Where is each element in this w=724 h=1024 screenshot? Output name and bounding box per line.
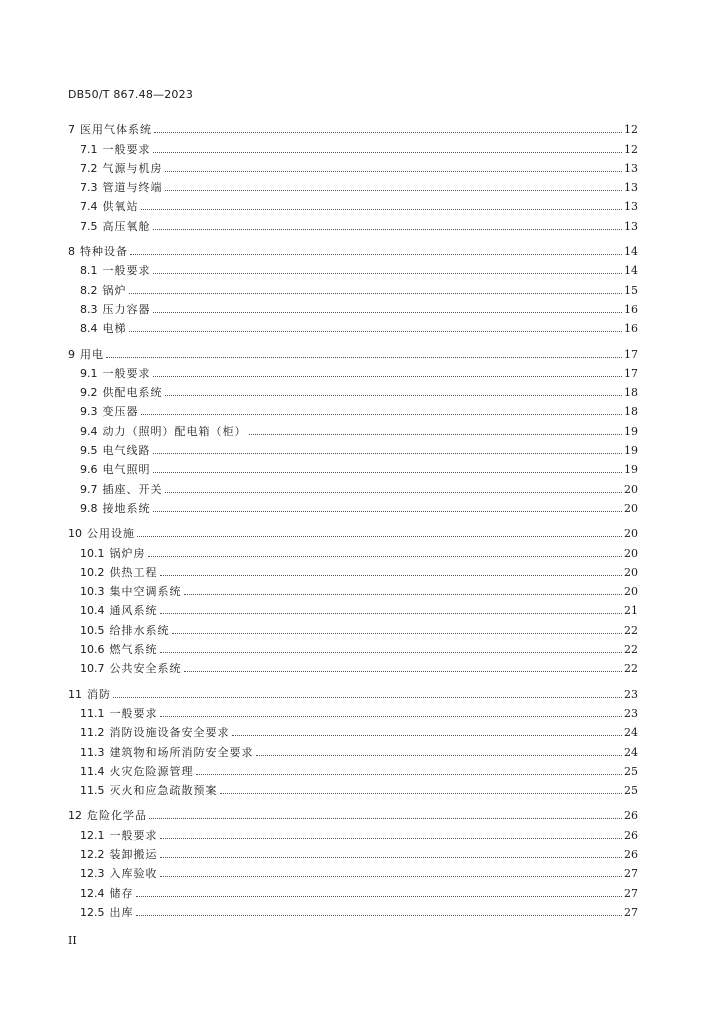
toc-entry-title: 特种设备 [80, 245, 128, 259]
toc-section-entry[interactable] [68, 136, 638, 155]
dot-leader [129, 330, 623, 332]
toc-section-entry[interactable] [68, 194, 638, 213]
toc-entry-title: 危险化学品 [87, 809, 147, 823]
toc-entry-page: 22 [624, 643, 638, 657]
toc-entry-number: 11.2 [80, 726, 105, 740]
toc-entry-number: 10.7 [80, 662, 105, 676]
dot-leader [148, 555, 623, 557]
toc-entry-page: 26 [624, 828, 638, 842]
toc-section-entry[interactable] [68, 213, 638, 232]
dot-leader [160, 875, 623, 877]
toc-entry-number: 9.1 [80, 366, 98, 380]
dot-leader [160, 856, 623, 858]
toc-entry-page: 20 [624, 546, 638, 560]
dot-leader [153, 471, 623, 473]
toc-entry-title: 高压氧舱 [102, 219, 151, 233]
toc-entry-page: 21 [624, 604, 638, 618]
toc-entry-title: 锅炉 [102, 283, 127, 297]
toc-entry-page: 19 [624, 463, 638, 477]
dot-leader [153, 151, 623, 153]
dot-leader [153, 375, 623, 377]
toc-entry-page: 20 [624, 527, 638, 541]
toc-entry-number: 11.4 [80, 764, 105, 778]
toc-entry-number: 12.2 [80, 847, 105, 861]
toc-entry-number: 7.4 [80, 200, 98, 214]
toc-entry-page: 13 [624, 181, 638, 195]
toc-entry-page: 14 [624, 264, 638, 278]
toc-entry-page: 23 [624, 706, 638, 720]
table-of-contents [68, 117, 638, 919]
toc-entry-page: 24 [624, 745, 638, 759]
toc-entry-number: 10.3 [80, 585, 105, 599]
toc-entry-page: 25 [624, 764, 638, 778]
toc-entry-page: 12 [624, 123, 638, 137]
toc-entry-title: 一般要求 [109, 706, 158, 720]
toc-entry-number: 10.2 [80, 565, 105, 579]
toc-section-entry[interactable] [68, 496, 638, 515]
toc-entry-title: 锅炉房 [109, 546, 146, 560]
toc-entry-title: 一般要求 [102, 366, 151, 380]
dot-leader [129, 292, 623, 294]
toc-entry-page: 19 [624, 444, 638, 458]
toc-entry-number: 12.5 [80, 905, 105, 919]
toc-entry-number: 10.4 [80, 604, 105, 618]
toc-section-entry[interactable] [68, 316, 638, 335]
toc-entry-page: 16 [624, 322, 638, 336]
toc-section-entry[interactable] [68, 861, 638, 880]
toc-entry-number: 12.3 [80, 867, 105, 881]
toc-entry-title: 公用设施 [87, 527, 135, 541]
toc-section-entry[interactable] [68, 598, 638, 617]
toc-entry-number: 9.4 [80, 424, 98, 438]
toc-entry-number: 8.4 [80, 322, 98, 336]
dot-leader [256, 754, 623, 756]
toc-entry-title: 压力容器 [102, 302, 151, 316]
toc-section-entry[interactable] [68, 617, 638, 636]
toc-chapter-entry[interactable] [68, 239, 638, 258]
toc-entry-title: 入库验收 [109, 867, 158, 881]
toc-entry-title: 消防设施设备安全要求 [109, 726, 230, 740]
toc-entry-title: 用电 [80, 347, 104, 361]
dot-leader [220, 792, 623, 794]
toc-entry-number: 10.6 [80, 643, 105, 657]
dot-leader [141, 208, 623, 210]
toc-entry-title: 消防 [87, 687, 111, 701]
toc-section-entry[interactable] [68, 361, 638, 380]
toc-entry-title: 电梯 [102, 322, 127, 336]
toc-section-entry[interactable] [68, 778, 638, 797]
dot-leader [160, 612, 623, 614]
toc-section-entry[interactable] [68, 759, 638, 778]
toc-entry-number: 12.4 [80, 886, 105, 900]
toc-entry-number: 8 [68, 245, 75, 259]
toc-section-entry[interactable] [68, 156, 638, 175]
toc-entry-number: 7 [68, 123, 75, 137]
dot-leader [141, 413, 623, 415]
dot-leader [160, 715, 623, 717]
toc-entry-number: 9.7 [80, 482, 98, 496]
dot-leader [165, 189, 623, 191]
toc-section-entry[interactable] [68, 258, 638, 277]
toc-chapter-entry[interactable] [68, 117, 638, 136]
toc-entry-title: 供配电系统 [102, 386, 163, 400]
toc-chapter-entry[interactable] [68, 803, 638, 822]
dot-leader [160, 837, 623, 839]
toc-entry-title: 变压器 [102, 405, 139, 419]
dot-leader [165, 394, 623, 396]
toc-entry-page: 25 [624, 784, 638, 798]
toc-entry-title: 储存 [109, 886, 134, 900]
toc-entry-page: 14 [624, 245, 638, 259]
toc-entry-page: 20 [624, 482, 638, 496]
toc-entry-number: 9.8 [80, 501, 98, 515]
toc-entry-page: 12 [624, 142, 638, 156]
toc-entry-number: 11.1 [80, 706, 105, 720]
toc-section-entry[interactable] [68, 739, 638, 758]
toc-entry-page: 26 [624, 847, 638, 861]
toc-entry-title: 供氧站 [102, 200, 139, 214]
toc-entry-page: 13 [624, 161, 638, 175]
toc-section-entry[interactable] [68, 579, 638, 598]
toc-entry-page: 24 [624, 726, 638, 740]
toc-entry-title: 装卸搬运 [109, 847, 158, 861]
toc-entry-title: 一般要求 [102, 142, 151, 156]
toc-entry-page: 26 [624, 809, 638, 823]
dot-leader [130, 253, 622, 255]
document-code: DB50/T 867.48—2023 [68, 88, 194, 101]
toc-entry-title: 插座、开关 [102, 482, 163, 496]
toc-entry-title: 接地系统 [102, 501, 151, 515]
toc-entry-page: 16 [624, 302, 638, 316]
toc-entry-page: 20 [624, 501, 638, 515]
toc-entry-number: 10.5 [80, 623, 105, 637]
dot-leader [106, 356, 622, 358]
toc-section-entry[interactable] [68, 438, 638, 457]
toc-entry-page: 20 [624, 585, 638, 599]
toc-entry-title: 医用气体系统 [80, 123, 152, 137]
toc-entry-page: 19 [624, 424, 638, 438]
toc-section-entry[interactable] [68, 380, 638, 399]
dot-leader [249, 433, 623, 435]
dot-leader [165, 170, 623, 172]
toc-section-entry[interactable] [68, 297, 638, 316]
toc-entry-number: 8.3 [80, 302, 98, 316]
dot-leader [184, 670, 623, 672]
toc-section-entry[interactable] [68, 880, 638, 899]
toc-entry-number: 9.2 [80, 386, 98, 400]
toc-entry-number: 11.5 [80, 784, 105, 798]
toc-entry-title: 建筑物和场所消防安全要求 [109, 745, 254, 759]
toc-entry-page: 27 [624, 905, 638, 919]
toc-entry-title: 出库 [109, 905, 134, 919]
toc-entry-number: 11 [68, 687, 82, 701]
toc-entry-title: 燃气系统 [109, 643, 158, 657]
toc-entry-number: 12.1 [80, 828, 105, 842]
toc-entry-number: 7.2 [80, 161, 98, 175]
toc-entry-page: 23 [624, 687, 638, 701]
toc-section-entry[interactable] [68, 540, 638, 559]
toc-entry-number: 7.5 [80, 219, 98, 233]
dot-leader [196, 773, 623, 775]
toc-section-entry[interactable] [68, 277, 638, 296]
dot-leader [154, 131, 622, 133]
dot-leader [113, 696, 622, 698]
toc-chapter-entry[interactable] [68, 521, 638, 540]
toc-entry-title: 管道与终端 [102, 181, 163, 195]
dot-leader [153, 452, 623, 454]
toc-section-entry[interactable] [68, 175, 638, 194]
toc-entry-number: 12 [68, 809, 82, 823]
toc-entry-number: 7.1 [80, 142, 98, 156]
dot-leader [153, 510, 623, 512]
toc-entry-number: 9 [68, 347, 75, 361]
dot-leader [153, 311, 623, 313]
toc-entry-title: 电气线路 [102, 444, 151, 458]
toc-entry-title: 集中空调系统 [109, 585, 182, 599]
dot-leader [137, 535, 622, 537]
dot-leader [136, 895, 623, 897]
toc-entry-title: 一般要求 [109, 828, 158, 842]
toc-section-entry[interactable] [68, 457, 638, 476]
toc-entry-page: 18 [624, 386, 638, 400]
toc-entry-title: 气源与机房 [102, 161, 163, 175]
toc-section-entry[interactable] [68, 701, 638, 720]
toc-entry-title: 公共安全系统 [109, 662, 182, 676]
toc-entry-page: 22 [624, 662, 638, 676]
toc-entry-page: 22 [624, 623, 638, 637]
toc-entry-page: 20 [624, 565, 638, 579]
dot-leader [153, 272, 623, 274]
toc-section-entry[interactable] [68, 900, 638, 919]
toc-entry-title: 动力（照明）配电箱（柜） [102, 424, 247, 438]
dot-leader [153, 228, 623, 230]
toc-entry-page: 17 [624, 366, 638, 380]
toc-entry-page: 27 [624, 886, 638, 900]
toc-entry-title: 一般要求 [102, 264, 151, 278]
toc-entry-number: 9.6 [80, 463, 98, 477]
toc-entry-number: 7.3 [80, 181, 98, 195]
toc-entry-title: 灭火和应急疏散预案 [109, 784, 218, 798]
dot-leader [232, 734, 623, 736]
toc-section-entry[interactable] [68, 720, 638, 739]
dot-leader [165, 491, 623, 493]
toc-section-entry[interactable] [68, 842, 638, 861]
toc-entry-number: 8.2 [80, 283, 98, 297]
toc-section-entry[interactable] [68, 560, 638, 579]
toc-section-entry[interactable] [68, 656, 638, 675]
toc-section-entry[interactable] [68, 418, 638, 437]
dot-leader [160, 574, 623, 576]
page-number: II [68, 934, 77, 947]
toc-section-entry[interactable] [68, 822, 638, 841]
toc-entry-number: 9.5 [80, 444, 98, 458]
toc-entry-page: 15 [624, 283, 638, 297]
toc-entry-number: 10.1 [80, 546, 105, 560]
toc-entry-number: 8.1 [80, 264, 98, 278]
toc-chapter-entry[interactable] [68, 681, 638, 700]
toc-entry-title: 供热工程 [109, 565, 158, 579]
toc-entry-page: 13 [624, 200, 638, 214]
toc-entry-title: 给排水系统 [109, 623, 170, 637]
toc-section-entry[interactable] [68, 476, 638, 495]
toc-chapter-entry[interactable] [68, 341, 638, 360]
toc-entry-title: 通风系统 [109, 604, 158, 618]
toc-entry-page: 13 [624, 219, 638, 233]
toc-section-entry[interactable] [68, 399, 638, 418]
toc-entry-page: 18 [624, 405, 638, 419]
dot-leader [160, 651, 623, 653]
dot-leader [136, 914, 623, 916]
toc-entry-page: 27 [624, 867, 638, 881]
toc-entry-number: 10 [68, 527, 82, 541]
toc-entry-number: 11.3 [80, 745, 105, 759]
toc-entry-number: 9.3 [80, 405, 98, 419]
dot-leader [149, 817, 622, 819]
toc-entry-page: 17 [624, 347, 638, 361]
toc-entry-title: 电气照明 [102, 463, 151, 477]
dot-leader [184, 593, 623, 595]
toc-section-entry[interactable] [68, 637, 638, 656]
dot-leader [172, 632, 623, 634]
toc-entry-title: 火灾危险源管理 [109, 764, 194, 778]
